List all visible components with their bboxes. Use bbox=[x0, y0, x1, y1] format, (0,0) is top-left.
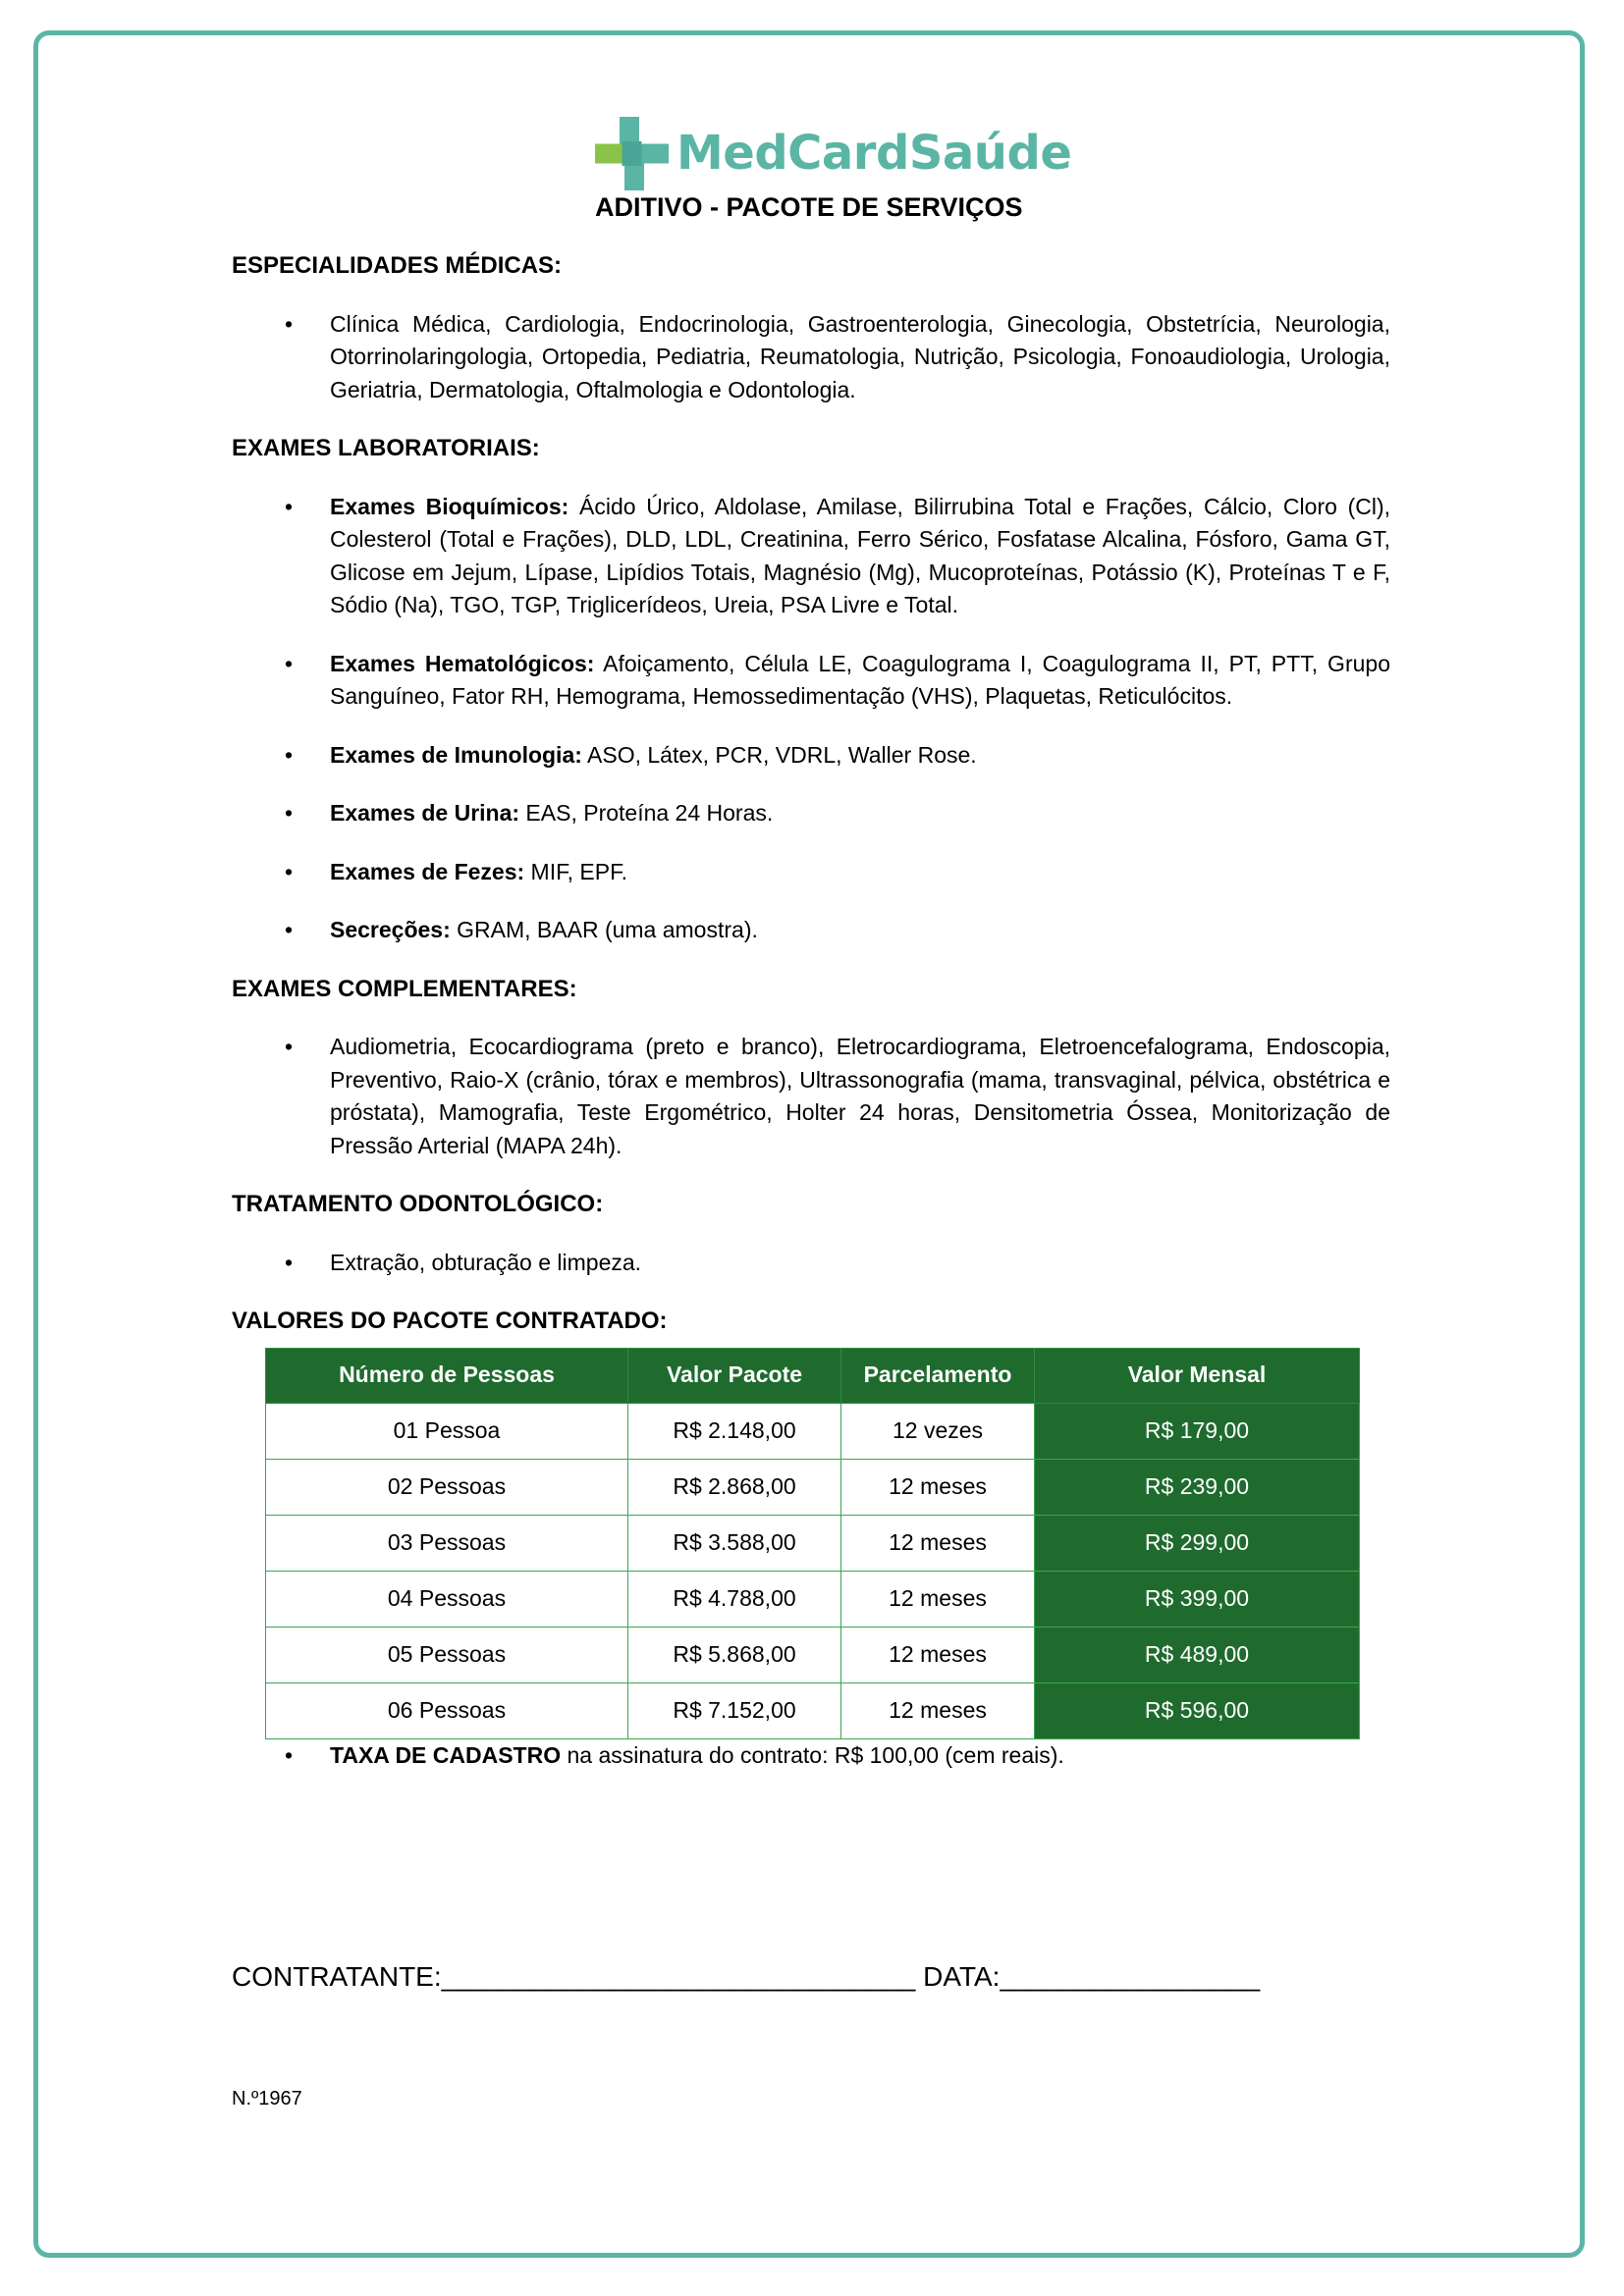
table-row bbox=[266, 1571, 1360, 1627]
monthly-value-cell: R$ 239,00 bbox=[1035, 1459, 1360, 1515]
package-value-cell: R$ 5.868,00 bbox=[628, 1627, 841, 1682]
especialidades-heading: ESPECIALIDADES MÉDICAS: bbox=[232, 252, 563, 279]
installments-cell: 12 meses bbox=[841, 1571, 1035, 1627]
people-cell: 01 Pessoa bbox=[266, 1403, 628, 1459]
odontologico-heading: TRATAMENTO ODONTOLÓGICO: bbox=[232, 1191, 604, 1217]
table-row bbox=[266, 1682, 1360, 1738]
column-header: Número de Pessoas bbox=[266, 1348, 628, 1403]
list-item: • Exames de Urina: EAS, Proteína 24 Horas. bbox=[285, 800, 774, 826]
people-cell: 03 Pessoas bbox=[266, 1515, 628, 1571]
people-cell: 02 Pessoas bbox=[266, 1459, 628, 1515]
list-item: • Exames Hematológicos: Afoiçamento, Célula LE, Coagulograma I, Coagulograma II, PT, PTT, Grupo Sanguíneo, Fator RH, Hemograma, Hemossedimentação (VHS), Plaquetas, Reticulócitos. bbox=[285, 650, 1390, 709]
table-row bbox=[266, 1515, 1360, 1571]
package-value-cell: R$ 4.788,00 bbox=[628, 1571, 841, 1627]
medical-cross-icon bbox=[595, 117, 669, 190]
especialidades-list bbox=[232, 308, 1390, 407]
installments-cell: 12 meses bbox=[841, 1682, 1035, 1738]
list-item: • Exames de Imunologia: ASO, Látex, PCR, VDRL, Waller Rose. bbox=[285, 741, 977, 768]
valores-heading: VALORES DO PACOTE CONTRATADO: bbox=[232, 1308, 668, 1334]
package-value-cell: R$ 2.868,00 bbox=[628, 1459, 841, 1515]
table-row bbox=[266, 1403, 1360, 1459]
list-item: • Clínica Médica, Cardiologia, Endocrinologia, Gastroenterologia, Ginecologia, Obstetrícia, Neurologia, Otorrinolaringologia, Ortopedia, Pediatria, Reumatologia, Nutrição, Psicologia, Fonoaudiologia, Urologia, Geriatria, Dermatologia, Oftalmologia e Odontologia. bbox=[285, 310, 1390, 402]
list-item: • Exames Bioquímicos: Ácido Úrico, Aldolase, Amilase, Bilirrubina Total e Frações, Cálcio, Cloro (Cl), Colesterol (Total e Frações), DLD, LDL, Creatinina, Ferro Sérico, Fosfatase Alcalina, Fósforo, Gama GT, Glicose em Jejum, Lípase, Lipídios Totais, Magnésio (Mg), Mucoproteínas, Potássio (K), Proteínas T e F, Sódio (Na), TGO, TGP, Triglicerídeos, Ureia, PSA Livre e Total. bbox=[285, 493, 1390, 617]
column-header: Valor Mensal bbox=[1035, 1348, 1360, 1403]
signature-line bbox=[232, 1961, 1260, 1993]
people-cell: 06 Pessoas bbox=[266, 1682, 628, 1738]
package-value-cell: R$ 3.588,00 bbox=[628, 1515, 841, 1571]
brand-logo bbox=[595, 114, 1071, 192]
installments-cell: 12 meses bbox=[841, 1627, 1035, 1682]
list-item: • TAXA DE CADASTRO na assinatura do contrato: R$ 100,00 (cem reais). bbox=[285, 1741, 1064, 1768]
installments-cell: 12 meses bbox=[841, 1459, 1035, 1515]
odontologico-list bbox=[232, 1247, 1390, 1280]
contratante-field: CONTRATANTE:_______________________________ bbox=[232, 1961, 916, 1992]
list-item: • Extração, obturação e limpeza. bbox=[285, 1249, 642, 1275]
brand-name: MedCardSaúde bbox=[677, 126, 1072, 181]
document-title: ADITIVO - PACOTE DE SERVIÇOS bbox=[595, 192, 1023, 222]
table-row bbox=[266, 1627, 1360, 1682]
list-item: • Audiometria, Ecocardiograma (preto e branco), Eletrocardiograma, Eletroencefalograma, Endoscopia, Preventivo, Raio-X (crânio, tórax e membros), Ultrassonografia (mama, transvaginal, pélvica, obstétrica e próstata), Mamografia, Teste Ergométrico, Holter 24 horas, Densitometria Óssea, Monitorização de Pressão Arterial (MAPA 24h). bbox=[285, 1034, 1390, 1158]
monthly-value-cell: R$ 489,00 bbox=[1035, 1627, 1360, 1682]
price-table bbox=[265, 1348, 1360, 1739]
column-header: Parcelamento bbox=[841, 1348, 1035, 1403]
taxa-list bbox=[232, 1739, 1390, 1773]
laboratoriais-list bbox=[232, 491, 1390, 947]
monthly-value-cell: R$ 399,00 bbox=[1035, 1571, 1360, 1627]
complementares-list bbox=[232, 1031, 1390, 1162]
table-row bbox=[266, 1459, 1360, 1515]
monthly-value-cell: R$ 596,00 bbox=[1035, 1682, 1360, 1738]
laboratoriais-heading: EXAMES LABORATORIAIS: bbox=[232, 435, 540, 461]
installments-cell: 12 vezes bbox=[841, 1403, 1035, 1459]
package-value-cell: R$ 2.148,00 bbox=[628, 1403, 841, 1459]
people-cell: 05 Pessoas bbox=[266, 1627, 628, 1682]
document-number: N.º1967 bbox=[232, 2088, 302, 2109]
data-field: DATA:_________________ bbox=[915, 1961, 1261, 1992]
list-item: • Secreções: GRAM, BAAR (uma amostra). bbox=[285, 917, 758, 942]
installments-cell: 12 meses bbox=[841, 1515, 1035, 1571]
complementares-heading: EXAMES COMPLEMENTARES: bbox=[232, 975, 577, 1002]
column-header: Valor Pacote bbox=[628, 1348, 841, 1403]
table-header-row bbox=[266, 1348, 1360, 1403]
package-value-cell: R$ 7.152,00 bbox=[628, 1682, 841, 1738]
people-cell: 04 Pessoas bbox=[266, 1571, 628, 1627]
monthly-value-cell: R$ 179,00 bbox=[1035, 1403, 1360, 1459]
monthly-value-cell: R$ 299,00 bbox=[1035, 1515, 1360, 1571]
list-item: • Exames de Fezes: MIF, EPF. bbox=[285, 858, 627, 884]
document-body bbox=[232, 249, 1390, 1797]
